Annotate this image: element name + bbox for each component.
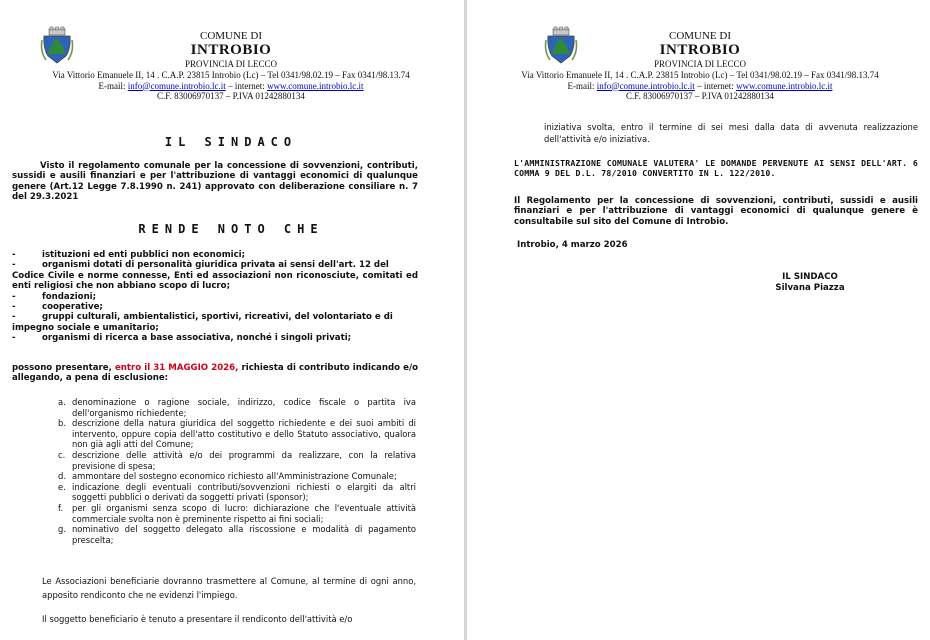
address-line: Via Vittorio Emanuele II, 14 . C.A.P. 23815 Introbio (Lc) – Tel 0341/98.02.19 – Fax 0341/98.13.74 bbox=[521, 70, 879, 80]
fiscal-line: C.F. 83006970137 – P.IVA 01242880134 bbox=[157, 91, 305, 101]
requirements-list bbox=[58, 397, 416, 545]
date-line: Introbio, 4 marzo 2026 bbox=[517, 240, 628, 250]
soggetto-paragraph: Il soggetto beneficiario è tenuto a presentare il rendiconto dell'attività e/o bbox=[42, 614, 353, 624]
municipality-header bbox=[0, 30, 462, 102]
list-item: g. nominativo del soggetto delegato alla riscossione e modalità di pagamento prescelta; bbox=[58, 524, 416, 545]
list-item: Codice Civile e norme connesse, Enti ed associazioni non riconosciute, comitati ed enti religiosi che non abbiano scopo di lucro; bbox=[12, 270, 418, 292]
amministrazione-paragraph: L'AMMINISTRAZIONE COMUNALE VALUTERA' LE DOMANDE PERVENUTE AI SENSI DELL'ART. 6 COMMA 9 DEL D.L. 78/2010 CONVERTITO IN L. 122/2010. bbox=[514, 158, 918, 179]
intro-paragraph: Visto il regolamento comunale per la concessione di sovvenzioni, contributi, sussidi e ausili finanziari e per l'attribuzione di vantaggi economici di qualunque genere (Art.12 Legge 7.8.1990 n. 241) approvato con deliberazione consiliare n. 7 del 29.3.2021 bbox=[12, 161, 418, 203]
contact-line: E-mail: info@comune.introbio.lc.it – internet: www.comune.introbio.lc.it bbox=[98, 80, 364, 91]
website-link[interactable]: www.comune.introbio.lc.it bbox=[267, 80, 364, 91]
list-item: - organismi di ricerca a base associativa, nonché i singoli privati; bbox=[12, 333, 418, 343]
list-item: b. descrizione della natura giuridica del soggetto richiedente e dei suoi ambiti di intervento, oppure copia dell'atto costitutivo e dello Statuto associativo, qualora non già agli atti del Comune; bbox=[58, 418, 416, 450]
rende-noto-heading: RENDE NOTO CHE bbox=[138, 222, 324, 236]
associazioni-paragraph: Le Associazioni beneficiarie dovranno trasmettere al Comune, al termine di ogni anno, apposito rendiconto che ne evidenzi l'impiego. bbox=[42, 576, 416, 600]
email-link[interactable]: info@comune.introbio.lc.it bbox=[596, 80, 695, 91]
list-item: e. indicazione degli eventuali contributi/sovvenzioni richiesti o elargiti da altri soggetti pubblici o derivati da soggetti privati (sponsor); bbox=[58, 481, 416, 503]
address-line: Via Vittorio Emanuele II, 14 . C.A.P. 23815 Introbio (Lc) – Tel 0341/98.02.19 – Fax 0341/98.13.74 bbox=[52, 70, 410, 80]
list-item: - cooperative; bbox=[12, 302, 418, 312]
list-item: - fondazioni; bbox=[12, 292, 418, 302]
deadline-text: entro il 31 MAGGIO 2026, bbox=[114, 363, 239, 373]
continuation-paragraph: iniziativa svolta, entro il termine di sei mesi dalla data di avvenuta realizzazione dell'attività e/o iniziativa. bbox=[544, 122, 918, 144]
list-item: c. descrizione delle attività e/o dei programmi da realizzare, con la relativa previsione di spesa; bbox=[58, 449, 416, 471]
regolamento-paragraph: Il Regolamento per la concessione di sovvenzioni, contributi, sussidi e ausili finanziari e per l'attribuzione di vantaggi economici di qualunque genere è consultabile sul sito del Comune di Introbio. bbox=[514, 196, 918, 227]
list-item: - istituzioni ed enti pubblici non economici; bbox=[12, 250, 418, 260]
fiscal-line: C.F. 83006970137 – P.IVA 01242880134 bbox=[626, 91, 774, 101]
email-link[interactable]: info@comune.introbio.lc.it bbox=[127, 80, 226, 91]
document-page-right bbox=[470, 0, 930, 640]
comune-label: COMUNE DI bbox=[199, 30, 263, 42]
list-item: a. denominazione o ragione sociale, indirizzo, codice fiscale o partita iva dell'organismo richiedente; bbox=[58, 397, 416, 418]
list-item: d. ammontare del sostegno economico richiesto all'Amministrazione Comunale; bbox=[58, 471, 397, 482]
province-label: PROVINCIA DI LECCO bbox=[184, 59, 277, 69]
document-page-left bbox=[0, 0, 462, 640]
signature-title: IL SINDACO bbox=[782, 272, 838, 282]
list-item: - gruppi culturali, ambientalistici, sportivi, ricreativi, del volontariato e di bbox=[12, 312, 418, 322]
contact-line: E-mail: info@comune.introbio.lc.it – internet: www.comune.introbio.lc.it bbox=[567, 80, 833, 91]
list-item: impegno sociale e umanitario; bbox=[12, 322, 159, 333]
municipality-header bbox=[470, 30, 930, 102]
signature-name: Silvana Piazza bbox=[775, 283, 845, 293]
comune-label: COMUNE DI bbox=[668, 30, 732, 42]
beneficiary-list bbox=[12, 250, 418, 344]
list-item: - organismi dotati di personalità giuridica privata ai sensi dell'art. 12 del bbox=[12, 260, 418, 270]
municipality-name: INTROBIO bbox=[659, 42, 741, 58]
province-label: PROVINCIA DI LECCO bbox=[653, 59, 746, 69]
possono-paragraph: possono presentare, entro il 31 MAGGIO 2026, richiesta di contributo indicando e/o allegando, a pena di esclusione: bbox=[12, 363, 418, 384]
page-separator bbox=[464, 0, 467, 640]
website-link[interactable]: www.comune.introbio.lc.it bbox=[736, 80, 833, 91]
sindaco-heading: IL SINDACO bbox=[164, 135, 298, 149]
list-item: f. per gli organismi senza scopo di lucro: dichiarazione che l'eventuale attività commerciale svolta non è preminente rispetto ai fini sociali; bbox=[58, 502, 416, 524]
municipality-name: INTROBIO bbox=[190, 42, 272, 58]
